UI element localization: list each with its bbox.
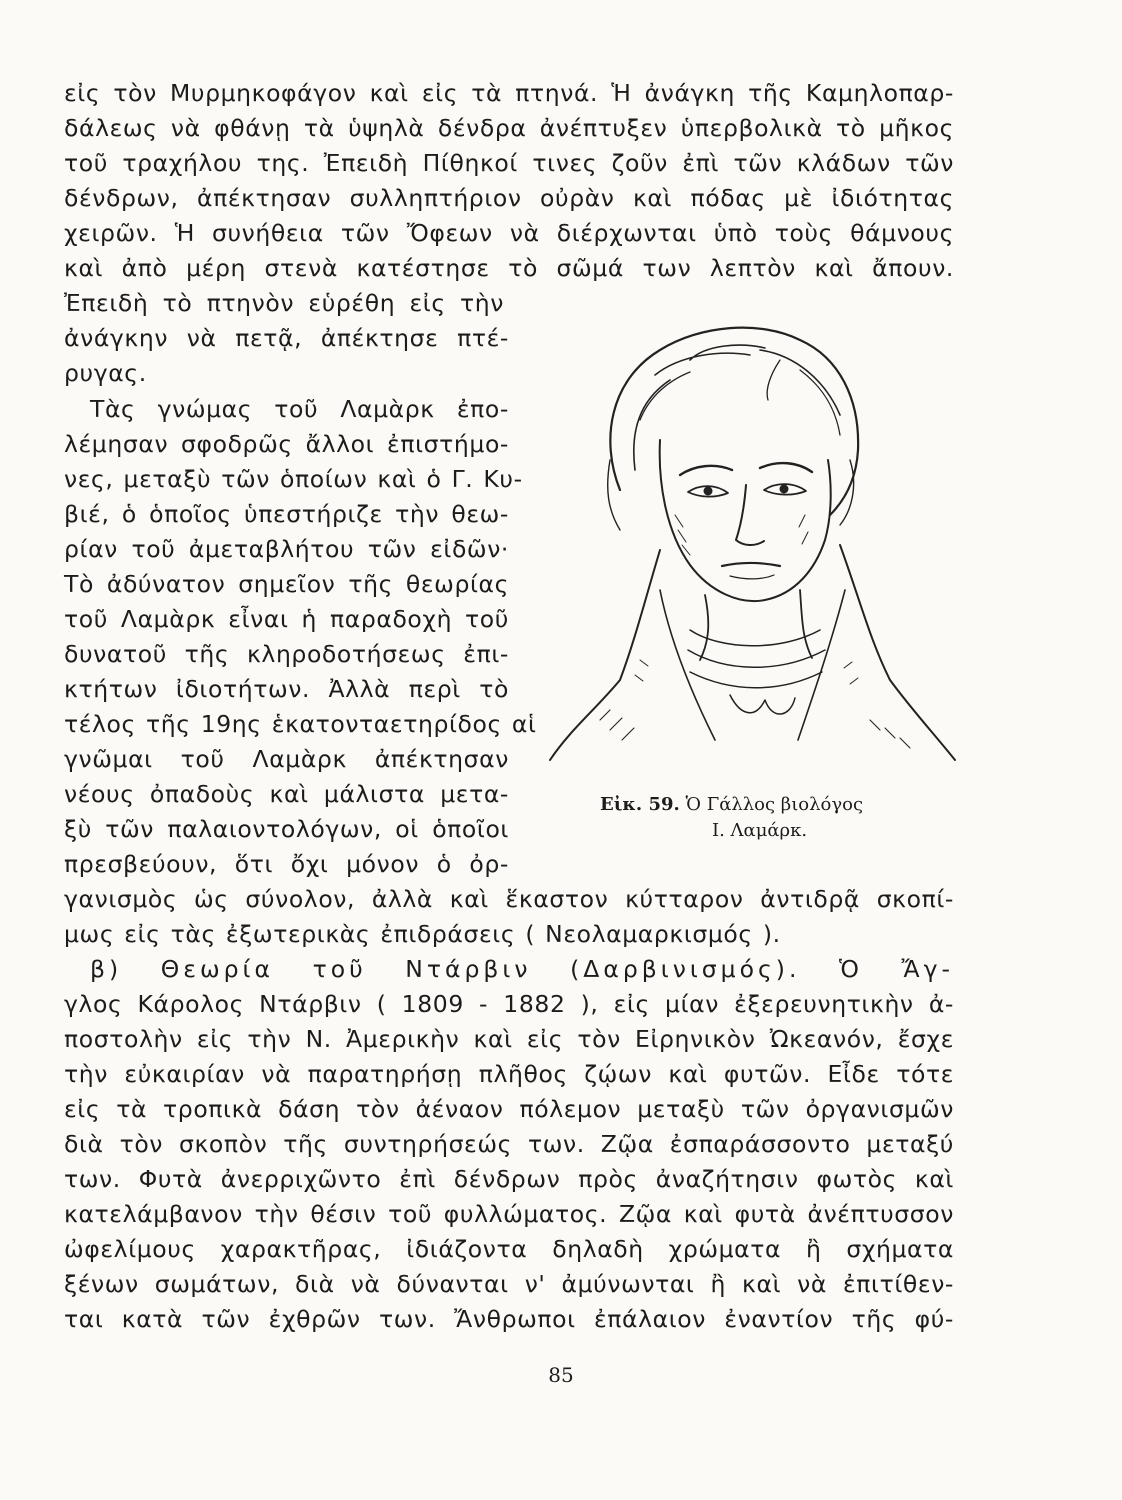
page-number: 85 xyxy=(548,1363,574,1387)
text-line: χειρῶν. Ἡ συνήθεια τῶν Ὄφεων νὰ διέρχωνται ὑπὸ τοὺς θάμνους xyxy=(64,219,954,247)
text-line: ρίαν τοῦ ἀμεταβλήτου τῶν εἰδῶν· xyxy=(64,535,509,563)
text-line: δάλεως νὰ φθάνῃ τὰ ὑψηλὰ δένδρα ἀνέπτυξεν ὑπερβολικὰ τὸ μῆκος xyxy=(64,114,954,142)
text-line: τὴν εὐκαιρίαν νὰ παρατηρήσῃ πλῆθος ζῴων καὶ φυτῶν. Εἶδε τότε xyxy=(64,1060,954,1088)
text-line: Τὰς γνώμας τοῦ Λαμὰρκ ἐπο- xyxy=(90,395,509,423)
text-line: νες, μεταξὺ τῶν ὁποίων καὶ ὁ Γ. Κυ- xyxy=(64,465,523,493)
text-line: ξὺ τῶν παλαιοντολόγων, οἱ ὁποῖοι xyxy=(64,815,509,843)
section-heading-line: β) Θεωρία τοῦ Ντάρβιν (Δαρβινισμός). Ὁ Ἄγ- xyxy=(90,955,954,983)
text-line: γνῶμαι τοῦ Λαμὰρκ ἀπέκτησαν xyxy=(64,745,509,773)
figure-caption xyxy=(600,792,940,844)
text-line: τοῦ Λαμὰρκ εἶναι ἡ παραδοχὴ τοῦ xyxy=(64,605,509,633)
text-line: δυνατοῦ τῆς κληροδοτήσεως ἐπι- xyxy=(64,640,509,668)
text-line: δένδρων, ἀπέκτησαν συλληπτήριον οὐρὰν καὶ πόδας μὲ ἰδιότητας xyxy=(64,184,954,212)
text-line: γλος Κάρολος Ντάρβιν ( 1809 - 1882 ), εἰς μίαν ἐξερευνητικὴν ἀ- xyxy=(64,990,954,1018)
text-line: βιέ, ὁ ὁποῖος ὑπεστήριζε τὴν θεω- xyxy=(64,500,509,528)
lamarck-portrait xyxy=(540,300,960,770)
text-line: πρεσβεύουν, ὅτι ὄχι μόνον ὁ ὀρ- xyxy=(64,850,509,878)
text-line: Ἐπειδὴ τὸ πτηνὸν εὑρέθη εἰς τὴν xyxy=(64,289,504,317)
text-line: εἰς τὸν Μυρμηκοφάγον καὶ εἰς τὰ πτηνά. Ἡ ἀνάγκη τῆς Καμηλοπαρ- xyxy=(64,79,954,107)
text-line: ται κατὰ τῶν ἐχθρῶν των. Ἄνθρωποι ἐπάλαιον ἐναντίον τῆς φύ- xyxy=(64,1305,954,1333)
text-line: λέμησαν σφοδρῶς ἄλλοι ἐπιστήμο- xyxy=(64,430,509,458)
text-line: νέους ὀπαδοὺς καὶ μάλιστα μετα- xyxy=(64,780,509,808)
text-line: Τὸ ἀδύνατον σημεῖον τῆς θεωρίας xyxy=(64,570,509,598)
text-line: εἰς τὰ τροπικὰ δάση τὸν ἀέναον πόλεμον μεταξὺ τῶν ὀργανισμῶν xyxy=(64,1095,954,1123)
text-line: ὠφελίμους χαρακτῆρας, ἰδιάζοντα δηλαδὴ χρώματα ἢ σχήματα xyxy=(64,1235,954,1263)
text-line: γανισμὸς ὡς σύνολον, ἀλλὰ καὶ ἕκαστον κύτταρον ἀντιδρᾷ σκοπί- xyxy=(64,885,954,913)
text-line: ποστολὴν εἰς τὴν Ν. Ἀμερικὴν καὶ εἰς τὸν Εἰρηνικὸν Ὠκεανόν, ἔσχε xyxy=(64,1025,954,1053)
text-line: καὶ ἀπὸ μέρη στενὰ κατέστησε τὸ σῶμά των λεπτὸν καὶ ἄπουν. xyxy=(64,254,954,282)
text-line: των. Φυτὰ ἀνερριχῶντο ἐπὶ δένδρων πρὸς ἀναζήτησιν φωτὸς καὶ xyxy=(64,1165,954,1193)
caption-text: Ὁ Γάλλος βιολόγος xyxy=(685,794,864,815)
text-line: ἀνάγκην νὰ πετᾷ, ἀπέκτησε πτέ- xyxy=(64,324,509,352)
caption-text-line-2: Ι. Λαμάρκ. xyxy=(712,820,808,841)
text-line: μως εἰς τὰς ἐξωτερικὰς ἐπιδράσεις ( Νεολαμαρκισμός ). xyxy=(64,920,781,948)
text-line: ξένων σωμάτων, διὰ νὰ δύνανται ν' ἀμύνωνται ἢ καὶ νὰ ἐπιτίθεν- xyxy=(64,1270,954,1298)
text-line: τοῦ τραχήλου της. Ἐπειδὴ Πίθηκοί τινες ζοῦν ἐπὶ τῶν κλάδων τῶν xyxy=(64,149,954,177)
figure-number: Εἰκ. 59. xyxy=(600,794,680,815)
text-line: διὰ τὸν σκοπὸν τῆς συντηρήσεώς των. Ζῷα ἐσπαράσσοντο μεταξύ xyxy=(64,1130,954,1158)
text-line: κτήτων ἰδιοτήτων. Ἀλλὰ περὶ τὸ xyxy=(64,675,509,703)
text-line: ρυγας. xyxy=(64,359,147,387)
text-line: κατελάμβανον τὴν θέσιν τοῦ φυλλώματος. Ζῷα καὶ φυτὰ ἀνέπτυσσον xyxy=(64,1200,954,1228)
text-line: τέλος τῆς 19ης ἑκατονταετηρίδος αἱ xyxy=(64,710,537,738)
